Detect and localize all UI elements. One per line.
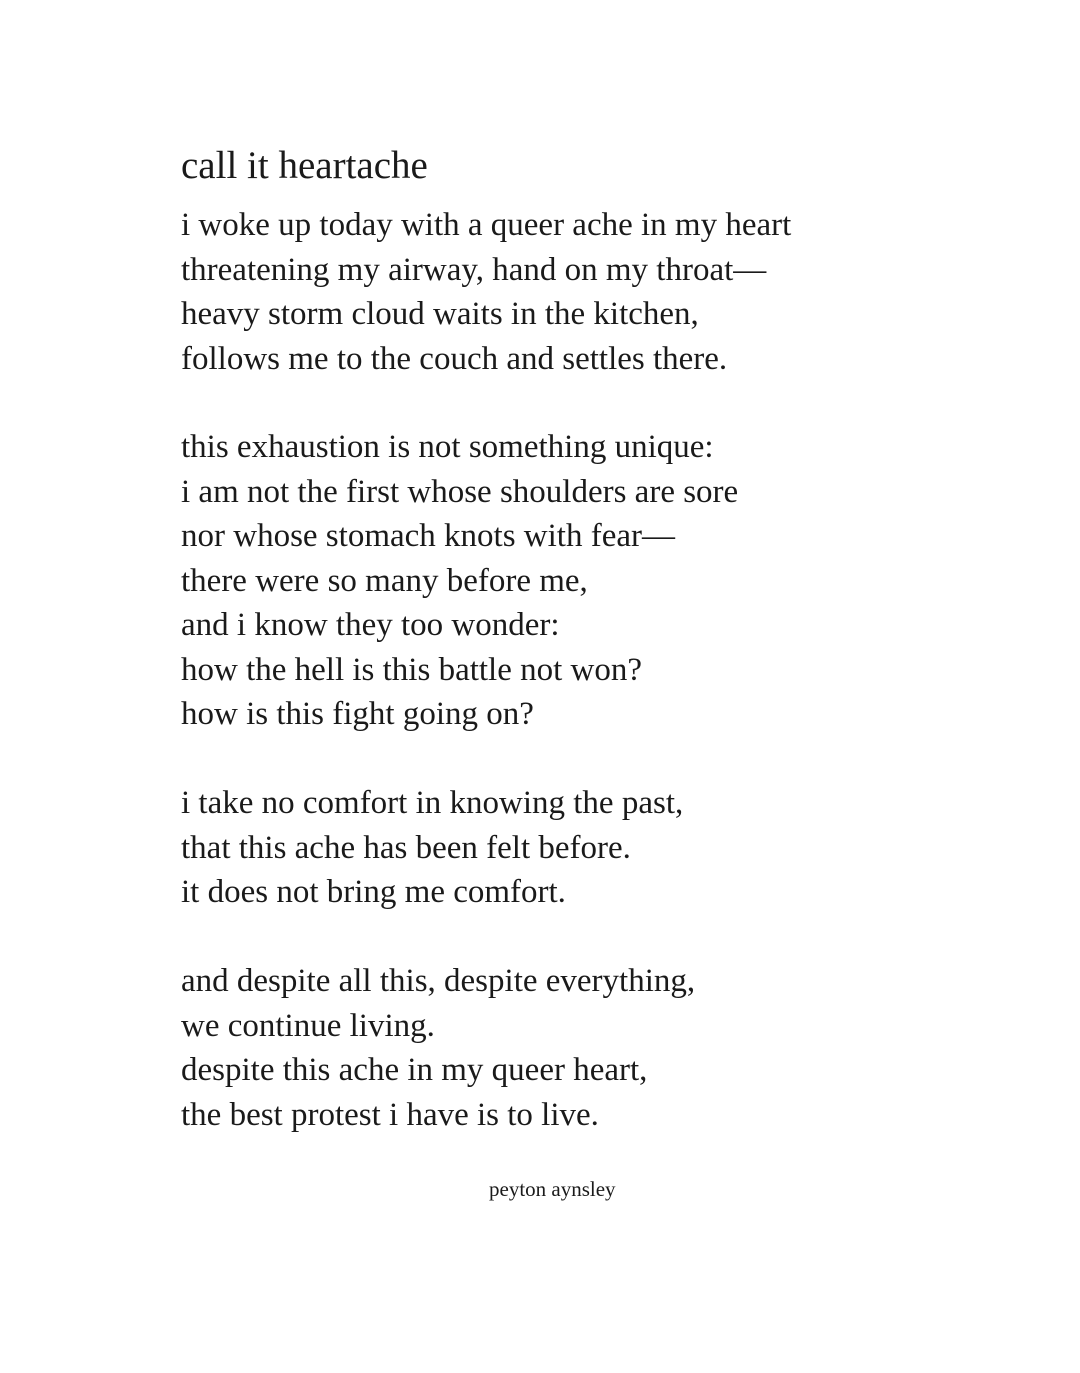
poem-line: it does not bring me comfort.	[181, 874, 566, 910]
poem-line: i woke up today with a queer ache in my heart	[181, 207, 792, 243]
poem-line: that this ache has been felt before.	[181, 829, 631, 866]
poem-line: despite this ache in my queer heart,	[181, 1052, 648, 1088]
poem-line: nor whose stomach knots with fear—	[181, 518, 675, 554]
poem-line: how the hell is this battle not won?	[181, 651, 643, 688]
poem-line: heavy storm cloud waits in the kitchen,	[181, 296, 699, 332]
poem-line: i am not the first whose shoulders are sore	[181, 473, 739, 510]
poem-title: call it heartache	[181, 144, 428, 187]
poem-line: there were so many before me,	[181, 562, 588, 599]
stanza-4	[181, 959, 695, 1137]
poem-author: peyton aynsley	[489, 1177, 616, 1201]
poem-line: i take no comfort in knowing the past,	[181, 785, 684, 821]
poem-line: threatening my airway, hand on my throat—	[181, 251, 767, 288]
poem-line: and despite all this, despite everything,	[181, 963, 696, 999]
poem-line: this exhaustion is not something unique:	[181, 429, 714, 465]
poem-line: follows me to the couch and settles there.	[181, 340, 728, 377]
poem-line: how is this fight going on?	[181, 696, 534, 732]
poem-line: the best protest i have is to live.	[181, 1096, 599, 1133]
stanza-1	[181, 203, 791, 381]
poem-line: and i know they too wonder:	[181, 607, 560, 643]
stanza-2	[181, 425, 738, 737]
poem-line: we continue living.	[181, 1007, 435, 1044]
stanza-3	[181, 781, 683, 915]
